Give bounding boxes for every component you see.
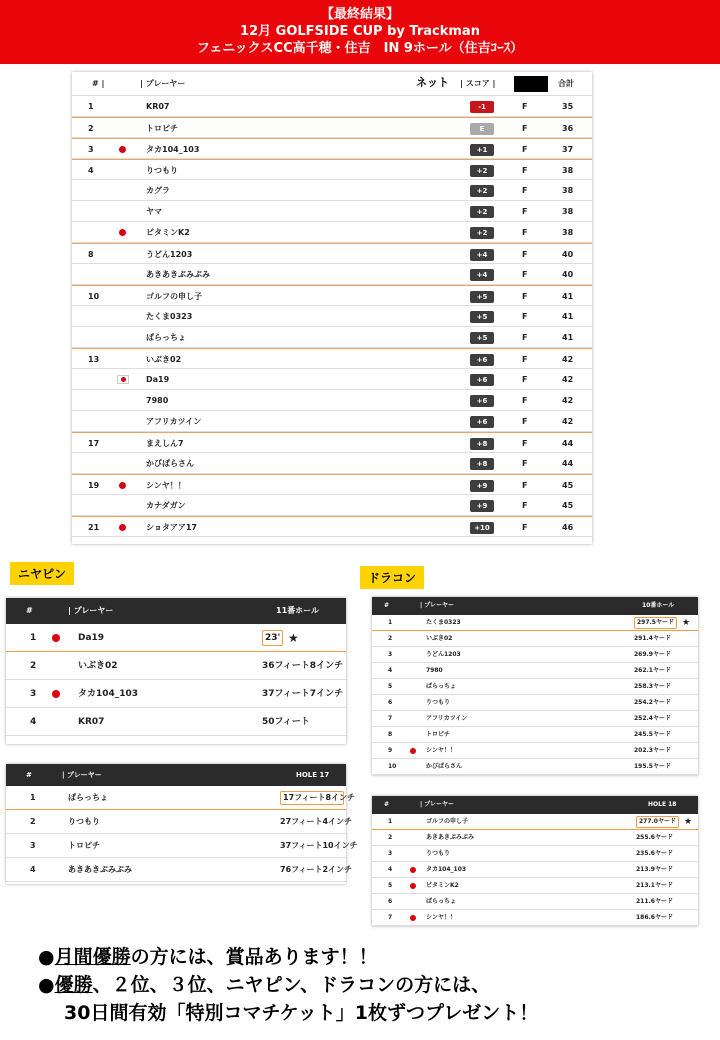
- total-cell: 38: [562, 166, 574, 175]
- result-row: [372, 862, 698, 878]
- result-row: [372, 846, 698, 862]
- player-name: ぱらっちょ: [68, 793, 108, 802]
- header-player: | プレーヤー: [68, 606, 114, 615]
- player-name: ゴルフの申し子: [146, 292, 202, 301]
- rank-cell: 4: [88, 166, 94, 175]
- result-value: 297.5ヤード: [634, 617, 677, 629]
- result-value: 23': [262, 630, 283, 646]
- total-cell: 44: [562, 459, 574, 468]
- table-header: [6, 598, 346, 624]
- table-header: [372, 597, 698, 615]
- score-badge: +9: [470, 500, 494, 512]
- score-badge: +4: [470, 249, 494, 261]
- player-name: いぶき02: [426, 635, 453, 642]
- flag-dot-icon: [410, 867, 416, 873]
- header-rank: #: [384, 801, 390, 808]
- total-cell: 41: [562, 312, 574, 321]
- leaderboard-header: [72, 72, 592, 96]
- flag-dot-icon: [410, 883, 416, 889]
- result-value: 269.9ヤード: [634, 651, 671, 658]
- total-cell: 42: [562, 375, 574, 384]
- result-row: [372, 679, 698, 695]
- result-row: [6, 810, 353, 834]
- flag-dot-icon: [52, 634, 60, 642]
- player-name: あきあきぷみぷみ: [426, 834, 475, 841]
- result-row: [372, 711, 698, 727]
- result-row: [372, 910, 698, 926]
- total-cell: 46: [562, 523, 574, 532]
- rank-cell: 1: [388, 818, 393, 825]
- result-row: [372, 878, 698, 894]
- player-name: カナダガン: [146, 501, 186, 510]
- player-name: ぱらっちょ: [426, 898, 457, 905]
- footer-winner: 優勝: [54, 974, 93, 996]
- footer-monthly-winner: 月間優勝: [54, 946, 131, 968]
- flag-dot-icon: [119, 482, 126, 489]
- leaderboard-row: [72, 201, 592, 222]
- thru-cell: F: [522, 396, 528, 405]
- player-name: かびぱらさん: [426, 763, 463, 770]
- rank-cell: 1: [30, 793, 36, 802]
- rank-cell: 3: [30, 689, 37, 699]
- nearpin-label: ニヤピン: [10, 562, 74, 585]
- total-cell: 41: [562, 292, 574, 301]
- total-cell: 37: [562, 145, 574, 154]
- result-row: [372, 814, 698, 830]
- result-row: [6, 652, 346, 680]
- rank-cell: 9: [388, 747, 393, 754]
- footer-line-2: [38, 970, 490, 997]
- total-cell: 44: [562, 439, 574, 448]
- rank-cell: 3: [388, 651, 393, 658]
- rank-cell: 2: [88, 124, 94, 133]
- rank-cell: 3: [388, 850, 393, 857]
- header-player: | プレーヤー: [62, 771, 102, 779]
- total-cell: 42: [562, 417, 574, 426]
- thru-cell: F: [522, 145, 528, 154]
- result-row: [372, 894, 698, 910]
- drachon-label: ドラコン: [360, 566, 424, 589]
- header-score: | スコア |: [460, 79, 496, 88]
- result-value: 213.9ヤード: [636, 866, 673, 873]
- thru-cell: F: [522, 228, 528, 237]
- score-badge: +6: [470, 374, 494, 386]
- rank-cell: 13: [88, 355, 100, 364]
- header-rank: # |: [92, 79, 105, 88]
- score-badge: +8: [470, 458, 494, 470]
- leaderboard-row: [72, 411, 592, 432]
- flag-circle: [121, 377, 126, 382]
- result-row: [372, 647, 698, 663]
- bullet: ●: [38, 974, 55, 996]
- rank-cell: 5: [388, 683, 393, 690]
- player-name: うどん1203: [426, 651, 461, 658]
- result-row: [372, 663, 698, 679]
- player-name: タカ104_103: [78, 689, 139, 699]
- rank-cell: 2: [30, 661, 37, 671]
- score-badge: +2: [470, 227, 494, 239]
- leaderboard-row: [72, 390, 592, 411]
- thru-cell: F: [522, 333, 528, 342]
- player-name: トロピチ: [146, 124, 178, 133]
- result-value: 17フィート8インチ: [280, 791, 344, 805]
- star-icon: ★: [682, 618, 691, 628]
- player-name: ショタアア17: [146, 523, 197, 532]
- result-row: [372, 695, 698, 711]
- player-name: カグラ: [146, 186, 170, 195]
- banner-line-1: 【最終結果】: [320, 7, 399, 22]
- flag-dot-icon: [410, 915, 416, 921]
- result-value: 291.4ヤード: [634, 635, 671, 642]
- total-cell: 38: [562, 186, 574, 195]
- thru-cell: F: [522, 312, 528, 321]
- rank-cell: 17: [88, 439, 100, 448]
- result-value: 235.6ヤード: [636, 850, 673, 857]
- result-value: 195.5ヤード: [634, 763, 671, 770]
- player-name: アフリカツイン: [146, 417, 202, 426]
- header-player: | プレーヤー: [420, 801, 455, 808]
- player-name: シンヤ！！: [146, 481, 186, 490]
- score-badge: +2: [470, 185, 494, 197]
- leaderboard-rows: [72, 96, 592, 537]
- footer-line-3: 30日間有効「特別コマチケット」1枚ずつプレゼント！: [64, 1002, 539, 1024]
- score-badge: +6: [470, 354, 494, 366]
- result-value: 245.5ヤード: [634, 731, 671, 738]
- leaderboard-row: [72, 96, 592, 117]
- header-hole: 10番ホール: [642, 602, 675, 609]
- thru-cell: F: [522, 501, 528, 510]
- header-player: | プレーヤー: [140, 79, 186, 88]
- player-name: シンヤ！！: [426, 747, 456, 754]
- result-value: 213.1ヤード: [636, 882, 673, 889]
- player-name: りつもり: [146, 166, 178, 175]
- result-row: [372, 615, 698, 631]
- player-name: いぶき02: [146, 355, 182, 364]
- rank-cell: 4: [30, 865, 36, 874]
- header-rank: #: [384, 602, 390, 609]
- result-row: [372, 830, 698, 846]
- result-value: 277.0ヤード: [636, 816, 679, 828]
- result-row: [6, 624, 346, 652]
- rank-cell: 10: [88, 292, 100, 301]
- player-name: トロピチ: [426, 731, 451, 738]
- nearpin-hole11-panel: [6, 598, 346, 744]
- result-row: [6, 858, 353, 882]
- header-player: | プレーヤー: [420, 602, 455, 609]
- score-badge: +5: [470, 332, 494, 344]
- player-name: タカ104_103: [146, 145, 200, 154]
- player-name: あきあきぷみぷみ: [68, 865, 132, 874]
- flag-dot-icon: [119, 524, 126, 531]
- result-value: 186.6ヤード: [636, 914, 673, 921]
- rank-cell: 6: [388, 898, 393, 905]
- rank-cell: 6: [388, 699, 393, 706]
- rank-cell: 21: [88, 523, 100, 532]
- thru-cell: F: [522, 417, 528, 426]
- leaderboard-row: [72, 369, 592, 390]
- leaderboard-row: [72, 138, 592, 159]
- player-name: いぶき02: [78, 661, 118, 671]
- rank-cell: 8: [388, 731, 393, 738]
- rank-cell: 1: [388, 619, 393, 626]
- rank-cell: 2: [388, 834, 393, 841]
- score-badge: +5: [470, 291, 494, 303]
- drachon-hole10-panel: [372, 597, 698, 775]
- player-name: りつもり: [68, 817, 100, 826]
- total-cell: 36: [562, 124, 574, 133]
- score-badge: +1: [470, 144, 494, 156]
- star-icon: ★: [288, 631, 299, 645]
- banner-line-2: 12月 GOLFSIDE CUP by Trackman: [240, 24, 480, 39]
- score-badge: +2: [470, 165, 494, 177]
- total-cell: 41: [562, 333, 574, 342]
- result-row: [372, 759, 698, 775]
- rank-cell: 5: [388, 882, 393, 889]
- result-value: 50フィート: [262, 717, 310, 727]
- player-name: Da19: [78, 633, 105, 643]
- thru-cell: F: [522, 481, 528, 490]
- drachon-hole18-panel: [372, 796, 698, 926]
- score-badge: +6: [470, 395, 494, 407]
- result-value: 211.6ヤード: [636, 898, 673, 905]
- player-name: 7980: [426, 667, 443, 674]
- player-name: ぱらっちょ: [426, 683, 457, 690]
- score-badge: +10: [470, 522, 494, 534]
- thru-cell: F: [522, 102, 528, 111]
- rank-cell: 4: [388, 667, 393, 674]
- player-name: ゴルフの申し子: [426, 818, 469, 825]
- total-cell: 45: [562, 481, 574, 490]
- thru-cell: F: [522, 459, 528, 468]
- player-name: たくま0323: [146, 312, 193, 321]
- score-badge: +9: [470, 480, 494, 492]
- thru-cell: F: [522, 439, 528, 448]
- score-badge: +8: [470, 438, 494, 450]
- header-hole: HOLE 17: [296, 771, 330, 779]
- rank-cell: 1: [88, 102, 94, 111]
- leaderboard-row: [72, 453, 592, 474]
- result-value: 262.1ヤード: [634, 667, 671, 674]
- header-total: 合計: [558, 79, 574, 88]
- total-cell: 40: [562, 270, 574, 279]
- rank-cell: 2: [30, 817, 36, 826]
- player-name: KR07: [78, 717, 105, 727]
- player-name: タカ104_103: [426, 866, 467, 873]
- thru-cell: F: [522, 207, 528, 216]
- result-row: [6, 680, 346, 708]
- rank-cell: 2: [388, 635, 393, 642]
- result-row: [6, 708, 346, 736]
- player-name: Da19: [146, 375, 170, 384]
- thru-cell: F: [522, 523, 528, 532]
- thru-cell: F: [522, 166, 528, 175]
- player-name: ビタミンK2: [426, 882, 459, 889]
- thru-cell: F: [522, 292, 528, 301]
- result-value: 254.2ヤード: [634, 699, 671, 706]
- header-blank-box: [514, 76, 548, 92]
- total-cell: 42: [562, 396, 574, 405]
- thru-cell: F: [522, 124, 528, 133]
- player-name: たくま0323: [426, 619, 461, 626]
- score-badge: +5: [470, 311, 494, 323]
- rank-cell: 4: [388, 866, 393, 873]
- header-hole: HOLE 18: [648, 801, 677, 808]
- player-name: ビタミンK2: [146, 228, 190, 237]
- rank-cell: 1: [30, 633, 37, 643]
- player-name: ぱらっちょ: [146, 333, 186, 342]
- header-net: ネット: [416, 76, 449, 89]
- header-hole: 11番ホール: [276, 606, 319, 615]
- thru-cell: F: [522, 186, 528, 195]
- player-name: りつもり: [426, 699, 451, 706]
- rank-cell: 8: [88, 250, 94, 259]
- player-name: シンヤ！！: [426, 914, 456, 921]
- leaderboard-row: [72, 516, 592, 537]
- total-cell: 40: [562, 250, 574, 259]
- player-name: りつもり: [426, 850, 451, 857]
- result-value: 76フィート2インチ: [280, 865, 353, 874]
- header-rank: #: [26, 771, 32, 779]
- result-value: 258.3ヤード: [634, 683, 671, 690]
- thru-cell: F: [522, 355, 528, 364]
- result-value: 37フィート10インチ: [280, 841, 358, 850]
- player-name: うどん1203: [146, 250, 193, 259]
- leaderboard-row: [72, 222, 592, 243]
- total-cell: 38: [562, 207, 574, 216]
- leaderboard-row: [72, 264, 592, 285]
- rank-cell: 7: [388, 914, 393, 921]
- rank-cell: 4: [30, 717, 37, 727]
- thru-cell: F: [522, 270, 528, 279]
- leaderboard-row: [72, 495, 592, 516]
- result-value: 252.4ヤード: [634, 715, 671, 722]
- score-badge: +4: [470, 269, 494, 281]
- rank-cell: 10: [388, 763, 397, 770]
- leaderboard-panel: [72, 72, 592, 544]
- total-cell: 35: [562, 102, 574, 111]
- score-badge: +6: [470, 416, 494, 428]
- leaderboard-row: [72, 243, 592, 264]
- leaderboard-row: [72, 159, 592, 180]
- result-row: [372, 631, 698, 647]
- player-name: 7980: [146, 396, 169, 405]
- score-badge: -1: [470, 101, 494, 113]
- leaderboard-row: [72, 348, 592, 369]
- flag-dot-icon: [52, 690, 60, 698]
- header-rank: #: [26, 606, 33, 615]
- footer-line-2-rest: 、２位、３位、ニヤピン、ドラコンの方には、: [92, 974, 491, 996]
- thru-cell: F: [522, 250, 528, 259]
- total-cell: 42: [562, 355, 574, 364]
- result-value: 255.6ヤード: [636, 834, 673, 841]
- result-row: [372, 743, 698, 759]
- result-row: [6, 834, 358, 858]
- rank-cell: 19: [88, 481, 100, 490]
- player-name: KR07: [146, 102, 170, 111]
- total-cell: 38: [562, 228, 574, 237]
- leaderboard-row: [72, 474, 592, 495]
- japan-flag-icon: [117, 375, 129, 384]
- result-value: 37フィート7インチ: [262, 689, 344, 699]
- title-banner: [0, 0, 720, 64]
- result-value: 27フィート4インチ: [280, 817, 353, 826]
- rank-cell: 3: [88, 145, 94, 154]
- result-value: 202.3ヤード: [634, 747, 671, 754]
- result-row: [372, 727, 698, 743]
- rank-cell: 7: [388, 715, 393, 722]
- footer-line-1-rest: の方には、賞品あります！！: [130, 946, 378, 968]
- player-name: ヤマ: [146, 207, 162, 216]
- result-value: 36フィート8インチ: [262, 661, 344, 671]
- table-header: [6, 764, 346, 786]
- bullet: ●: [38, 946, 55, 968]
- leaderboard-row: [72, 180, 592, 201]
- player-name: まえしん7: [146, 439, 184, 448]
- flag-dot-icon: [410, 748, 416, 754]
- table-header: [372, 796, 698, 814]
- player-name: あきあきぷみぷみ: [146, 270, 210, 279]
- nearpin-hole17-panel: [6, 764, 358, 884]
- total-cell: 45: [562, 501, 574, 510]
- player-name: かびぱらさん: [146, 459, 194, 468]
- flag-dot-icon: [119, 146, 126, 153]
- leaderboard-row: [72, 117, 592, 138]
- star-icon: ★: [684, 817, 693, 827]
- score-badge: E: [470, 123, 494, 135]
- leaderboard-row: [72, 327, 592, 348]
- footer-line-1: [38, 942, 378, 969]
- leaderboard-row: [72, 306, 592, 327]
- score-badge: +2: [470, 206, 494, 218]
- rank-cell: 3: [30, 841, 36, 850]
- player-name: トロピチ: [68, 841, 100, 850]
- banner-line-3: フェニックスCC高千穂・住吉 IN 9ホール（住吉ｺｰｽ）: [196, 41, 524, 56]
- leaderboard-row: [72, 432, 592, 453]
- player-name: アフリカツイン: [426, 715, 468, 722]
- leaderboard-row: [72, 285, 592, 306]
- flag-dot-icon: [119, 229, 126, 236]
- thru-cell: F: [522, 375, 528, 384]
- result-row: [6, 786, 356, 810]
